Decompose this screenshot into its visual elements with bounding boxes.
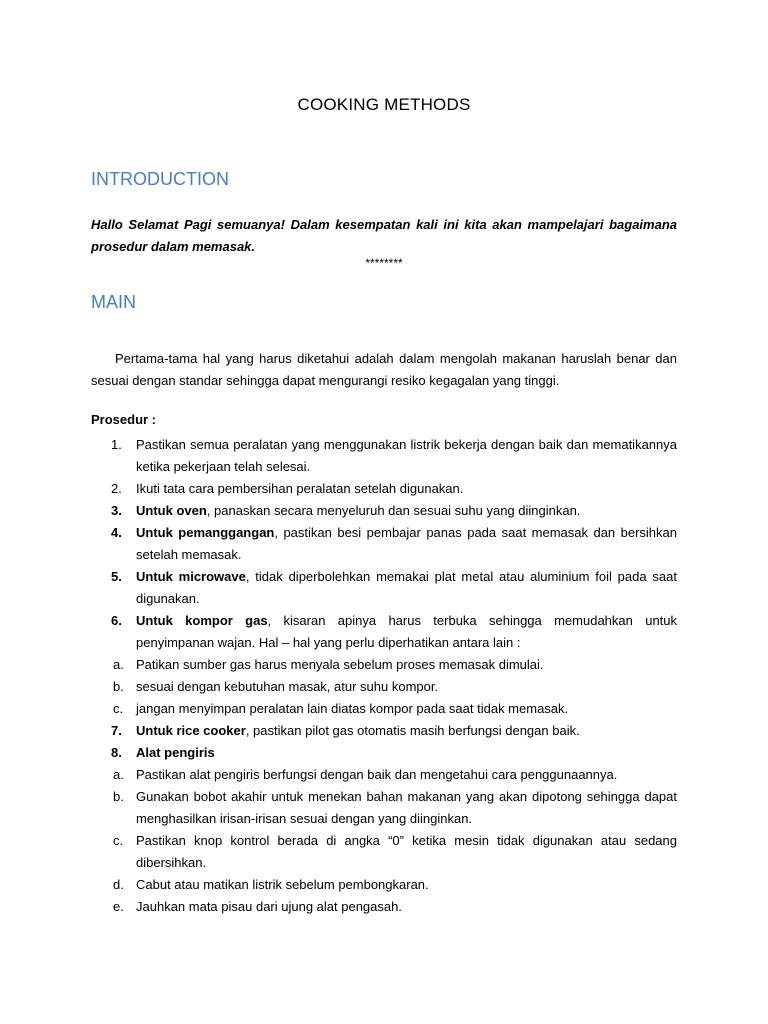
sub-step	[91, 676, 677, 698]
sub-step-letter: a.	[113, 657, 124, 672]
sub-step-letter: c.	[113, 701, 124, 716]
sub-step	[91, 786, 677, 830]
sub-step	[91, 698, 677, 720]
step-number: 6.	[111, 613, 122, 628]
procedure-step	[91, 566, 677, 610]
introduction-text: Hallo Selamat Pagi semuanya! Dalam kesempatan kali ini kita akan mampelajari bagaimana prosedur dalam memasak.	[91, 217, 677, 254]
sub-step-letter: a.	[113, 767, 124, 782]
procedure-list	[91, 434, 677, 918]
step-bold-label: Untuk oven	[136, 503, 207, 518]
procedure-step	[91, 610, 677, 654]
sub-step	[91, 654, 677, 676]
sub-step-text: sesuai dengan kebutuhan masak, atur suhu kompor.	[136, 679, 439, 694]
step-number: 4.	[111, 525, 122, 540]
step-text: Pastikan semua peralatan yang menggunakan listrik bekerja dengan baik dan mematikannya ketika pekerjaan telah selesai.	[136, 437, 677, 474]
step-number: 3.	[111, 503, 122, 518]
procedure-label: Prosedur :	[91, 412, 157, 427]
step-text: , kisaran apinya harus terbuka sehingga memudahkan untuk penyimpanan wajan. Hal – hal yang perlu diperhatikan antara lain :	[136, 613, 678, 650]
procedure-step	[91, 500, 677, 522]
sub-list	[91, 654, 677, 720]
sub-step-letter: b.	[113, 789, 124, 804]
introduction-heading: INTRODUCTION	[91, 169, 229, 189]
sub-step-letter: b.	[113, 679, 124, 694]
step-bold-label: Untuk rice cooker	[136, 723, 246, 738]
sub-step	[91, 896, 677, 918]
section-separator: ********	[365, 256, 403, 270]
sub-step-letter: e.	[113, 899, 124, 914]
procedure-step	[91, 434, 677, 478]
step-number: 7.	[111, 723, 122, 738]
sub-step-text: Pastikan alat pengiris berfungsi dengan baik dan mengetahui cara penggunaannya.	[136, 767, 618, 782]
sub-step-text: Cabut atau matikan listrik sebelum pembongkaran.	[136, 877, 429, 892]
sub-step-text: jangan menyimpan peralatan lain diatas kompor pada saat tidak memasak.	[136, 701, 569, 716]
sub-step-letter: d.	[113, 877, 124, 892]
document-title: COOKING METHODS	[297, 95, 471, 114]
step-bold-label: Untuk kompor gas	[136, 613, 268, 628]
sub-list	[91, 764, 677, 918]
step-text: , panaskan secara menyeluruh dan sesuai suhu yang diinginkan.	[206, 503, 581, 518]
step-text: , pastikan pilot gas otomatis masih berfungsi dengan baik.	[245, 723, 580, 738]
step-bold-label: Untuk microwave	[136, 569, 246, 584]
step-number: 1.	[111, 437, 122, 452]
sub-step	[91, 764, 677, 786]
step-number: 5.	[111, 569, 122, 584]
sub-step-letter: c.	[113, 833, 124, 848]
procedure-step	[91, 478, 677, 500]
sub-step-text: Gunakan bobot akahir untuk menekan bahan makanan yang akan dipotong sehingga dapat menghasilkan irisan-irisan sesuai dengan yang diinginkan.	[136, 789, 677, 826]
sub-step	[91, 874, 677, 896]
procedure-step	[91, 522, 677, 566]
sub-step-text: Patikan sumber gas harus menyala sebelum proses memasak dimulai.	[136, 657, 544, 672]
step-text: , pastikan besi pembajar panas pada saat memasak dan bersihkan setelah memasak.	[136, 525, 677, 562]
step-text: Ikuti tata cara pembersihan peralatan setelah digunakan.	[136, 481, 464, 496]
sub-step	[91, 830, 677, 874]
procedure-step	[91, 720, 677, 742]
main-paragraph: Pertama-tama hal yang harus diketahui adalah dalam mengolah makanan haruslah benar dan sesuai dengan standar sehingga dapat mengurangi resiko kegagalan yang tinggi.	[91, 351, 677, 388]
procedure-step	[91, 742, 677, 764]
step-bold-label: Alat pengiris	[136, 745, 215, 760]
main-heading: MAIN	[91, 292, 136, 312]
sub-step-text: Jauhkan mata pisau dari ujung alat pengasah.	[136, 899, 402, 914]
step-bold-label: Untuk pemanggangan	[136, 525, 275, 540]
step-text: , tidak diperbolehkan memakai plat metal atau aluminium foil pada saat digunakan.	[136, 569, 677, 606]
step-number: 2.	[111, 481, 122, 496]
step-number: 8.	[111, 745, 122, 760]
sub-step-text: Pastikan knop kontrol berada di angka “0” ketika mesin tidak digunakan atau sedang dibersihkan.	[136, 833, 677, 870]
